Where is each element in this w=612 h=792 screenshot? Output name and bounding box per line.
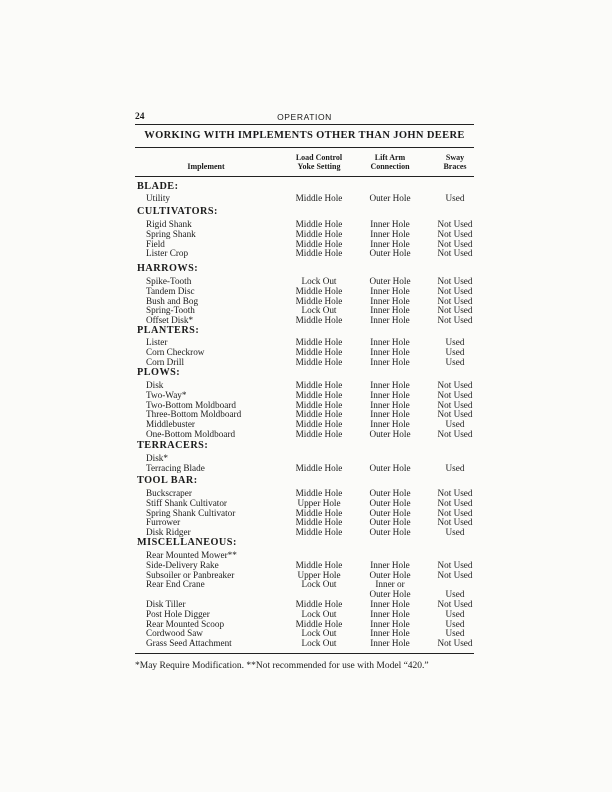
section-heading: PLANTERS: [137,325,200,336]
cell-implement: Rear End Crane [146,579,205,590]
cell-lift: Outer Hole [369,488,411,498]
col-header-yoke-line2: Yoke Setting [297,162,341,171]
cell-sway: Used [445,193,465,203]
cell-sway: Not Used [437,399,473,410]
cell-sway: Not Used [437,559,473,570]
cell-sway: Used [445,356,465,367]
cell-implement: Utility [146,193,170,203]
table-row [0,508,612,518]
page-number: 24 [135,112,145,122]
col-header-implement: Implement [187,162,225,171]
cell-sway: Not Used [437,638,473,649]
cell-lift: Inner Hole [370,409,410,420]
cell-implement: Corn Checkrow [146,346,205,357]
cell-sway: Not Used [437,380,473,390]
table-row [0,550,612,560]
cell-implement: Disk Ridger [146,527,191,538]
cell-implement: Middlebuster [146,419,195,430]
table-row [0,619,612,629]
cell-lift: Inner Hole [370,389,410,400]
header-rule [135,124,474,125]
table-row [0,609,612,619]
cell-implement: Tandem Disc [146,285,195,296]
table-row [0,560,612,570]
cell-sway: Not Used [437,285,473,296]
cell-lift: Inner Hole [370,337,410,347]
table-row [0,638,612,648]
table-row [0,599,612,609]
cell-implement: Two-Way* [146,389,187,400]
column-header-rule [135,176,474,177]
cell-implement: Three-Bottom Moldboard [146,409,242,420]
table-row [0,305,612,315]
cell-implement: Two-Bottom Moldboard [146,399,236,410]
cell-implement: Rear Mounted Mower** [146,550,237,560]
cell-lift: Inner Hole [370,599,410,609]
col-header-sway-line2: Braces [443,162,467,171]
cell-implement: Bush and Bog [146,295,199,306]
col-header-sway [430,153,480,171]
cell-implement: Spring-Tooth [146,305,195,316]
cell-lift: Inner Hole [370,315,410,326]
table-row [0,219,612,229]
table-bottom-rule [135,653,474,654]
cell-yoke: Middle Hole [295,527,343,538]
cell-implement: Disk Tiller [146,599,186,609]
cell-implement: Field [146,238,165,249]
table-row [0,488,612,498]
section-heading: HARROWS: [137,263,199,274]
cell-implement: Corn Drill [146,356,185,367]
cell-lift: Inner Hole [370,285,410,296]
cell-yoke: Middle Hole [295,618,343,629]
cell-yoke: Middle Hole [295,193,343,203]
cell-lift: Outer Hole [369,589,411,600]
cell-yoke: Middle Hole [295,248,343,259]
cell-lift: Inner Hole [370,419,410,430]
cell-lift: Inner Hole [370,305,410,316]
cell-lift: Inner Hole [370,238,410,249]
cell-sway: Used [445,419,465,430]
cell-yoke: Middle Hole [295,356,343,367]
table-row [0,337,612,347]
cell-implement: Post Hole Digger [146,608,210,619]
cell-lift: Outer Hole [369,193,411,203]
cell-sway: Used [445,628,465,639]
table-row [0,296,612,306]
cell-yoke: Middle Hole [295,599,343,609]
table-row [0,463,612,473]
cell-implement: Spring Shank [146,228,196,239]
cell-yoke: Middle Hole [295,399,343,410]
cell-lift: Outer Hole [369,462,411,473]
cell-lift: Inner or [375,579,405,590]
cell-sway: Used [445,608,465,619]
cell-lift: Inner Hole [370,608,410,619]
cell-lift: Inner Hole [370,219,410,229]
cell-lift: Outer Hole [369,248,411,259]
cell-implement: One-Bottom Moldboard [146,429,236,439]
table-row [0,347,612,357]
cell-implement: Cordwood Saw [146,628,203,639]
cell-lift: Outer Hole [369,569,411,580]
table-row [0,286,612,296]
table-row [0,400,612,410]
cell-sway: Not Used [437,488,473,498]
table-row [0,357,612,367]
table-row [0,429,612,439]
cell-implement: Buckscraper [146,488,192,498]
cell-lift: Outer Hole [369,276,411,286]
cell-sway: Not Used [437,305,473,316]
cell-yoke: Middle Hole [295,219,343,229]
cell-yoke: Middle Hole [295,517,343,528]
cell-lift: Inner Hole [370,618,410,629]
cell-yoke: Lock Out [301,628,337,639]
title-rule [135,147,474,148]
cell-yoke: Middle Hole [295,389,343,400]
cell-implement: Lister [146,337,168,347]
cell-lift: Outer Hole [369,507,411,518]
table-row [0,248,612,258]
table-row [0,409,612,419]
col-header-lift-line2: Connection [370,162,410,171]
cell-implement: Side-Delivery Rake [146,559,219,570]
cell-sway: Not Used [437,429,473,439]
cell-sway: Not Used [437,517,473,528]
cell-implement: Rigid Shank [146,219,192,229]
cell-yoke: Middle Hole [295,238,343,249]
footnote: *May Require Modification. **Not recommended for use with Model “420.” [135,661,429,671]
section-heading: TOOL BAR: [137,475,198,486]
cell-lift: Inner Hole [370,628,410,639]
cell-sway: Not Used [437,248,473,259]
section-heading: CULTIVATORS: [137,206,218,217]
table-row [0,390,612,400]
cell-yoke: Upper Hole [297,497,341,508]
cell-sway: Not Used [437,409,473,420]
table-row [0,527,612,537]
cell-sway: Not Used [437,276,473,286]
cell-sway: Used [445,618,465,629]
cell-yoke: Middle Hole [295,346,343,357]
col-header-sway-line1: Sway [445,153,465,162]
cell-lift: Inner Hole [370,380,410,390]
cell-sway: Used [445,527,465,538]
section-heading: BLADE: [137,181,179,192]
cell-yoke: Lock Out [301,608,337,619]
cell-lift: Outer Hole [369,527,411,538]
running-title: OPERATION [277,112,332,122]
cell-implement: Spring Shank Cultivator [146,507,236,518]
table-row [0,589,612,599]
cell-sway: Not Used [437,315,473,326]
table-row [0,276,612,286]
cell-lift: Inner Hole [370,356,410,367]
table-row [0,498,612,508]
cell-implement: Furrower [146,517,181,528]
cell-implement: Spike-Tooth [146,276,192,286]
cell-implement: Disk* [146,453,168,463]
col-header-lift-line1: Lift Arm [374,153,406,162]
cell-sway: Not Used [437,238,473,249]
col-header-yoke-line1: Load Control [295,153,343,162]
table-row [0,579,612,589]
cell-implement: Lister Crop [146,248,189,259]
cell-yoke: Middle Hole [295,337,343,347]
table-row [0,570,612,580]
cell-sway: Not Used [437,228,473,239]
col-header-yoke [283,153,355,171]
cell-lift: Outer Hole [369,517,411,528]
table-row [0,453,612,463]
cell-sway: Used [445,462,465,473]
cell-yoke: Middle Hole [295,488,343,498]
cell-implement: Terracing Blade [146,462,205,473]
col-header-lift [358,153,422,171]
table-row [0,229,612,239]
cell-lift: Inner Hole [370,228,410,239]
table-row [0,239,612,249]
cell-yoke: Middle Hole [295,228,343,239]
cell-sway: Not Used [437,569,473,580]
cell-sway: Not Used [437,219,473,229]
cell-yoke: Middle Hole [295,462,343,473]
cell-yoke: Upper Hole [297,569,341,580]
table-row [0,628,612,638]
cell-yoke: Middle Hole [295,559,343,570]
cell-lift: Inner Hole [370,559,410,570]
table-row [0,419,612,429]
cell-yoke: Middle Hole [295,429,343,439]
cell-sway: Not Used [437,295,473,306]
cell-yoke: Lock Out [301,305,337,316]
cell-lift: Inner Hole [370,638,410,649]
cell-sway: Used [445,337,465,347]
table-row [0,517,612,527]
cell-sway: Used [445,346,465,357]
section-heading: PLOWS: [137,367,181,378]
cell-yoke: Lock Out [301,638,337,649]
cell-implement: Subsoiler or Panbreaker [146,569,235,580]
cell-implement: Disk [146,380,164,390]
cell-lift: Outer Hole [369,497,411,508]
section-heading: MISCELLANEOUS: [137,537,237,548]
cell-lift: Outer Hole [369,429,411,439]
table-row [0,315,612,325]
table-title: WORKING WITH IMPLEMENTS OTHER THAN JOHN DEERE [144,130,465,141]
cell-yoke: Middle Hole [295,419,343,430]
cell-implement: Offset Disk* [146,315,194,326]
cell-yoke: Lock Out [301,579,337,590]
cell-implement: Stiff Shank Cultivator [146,497,227,508]
cell-sway: Not Used [437,497,473,508]
cell-sway: Not Used [437,507,473,518]
cell-yoke: Middle Hole [295,409,343,420]
cell-sway: Used [445,589,465,600]
cell-implement: Grass Seed Attachment [146,638,232,649]
table-row [0,193,612,203]
cell-lift: Inner Hole [370,346,410,357]
cell-sway: Not Used [437,599,473,609]
table-row [0,380,612,390]
section-heading: TERRACERS: [137,440,209,451]
cell-implement: Rear Mounted Scoop [146,618,225,629]
cell-yoke: Lock Out [301,276,337,286]
cell-yoke: Middle Hole [295,295,343,306]
cell-lift: Inner Hole [370,399,410,410]
cell-yoke: Middle Hole [295,507,343,518]
cell-yoke: Middle Hole [295,380,343,390]
cell-yoke: Middle Hole [295,315,343,326]
cell-yoke: Middle Hole [295,285,343,296]
cell-sway: Not Used [437,389,473,400]
cell-lift: Inner Hole [370,295,410,306]
